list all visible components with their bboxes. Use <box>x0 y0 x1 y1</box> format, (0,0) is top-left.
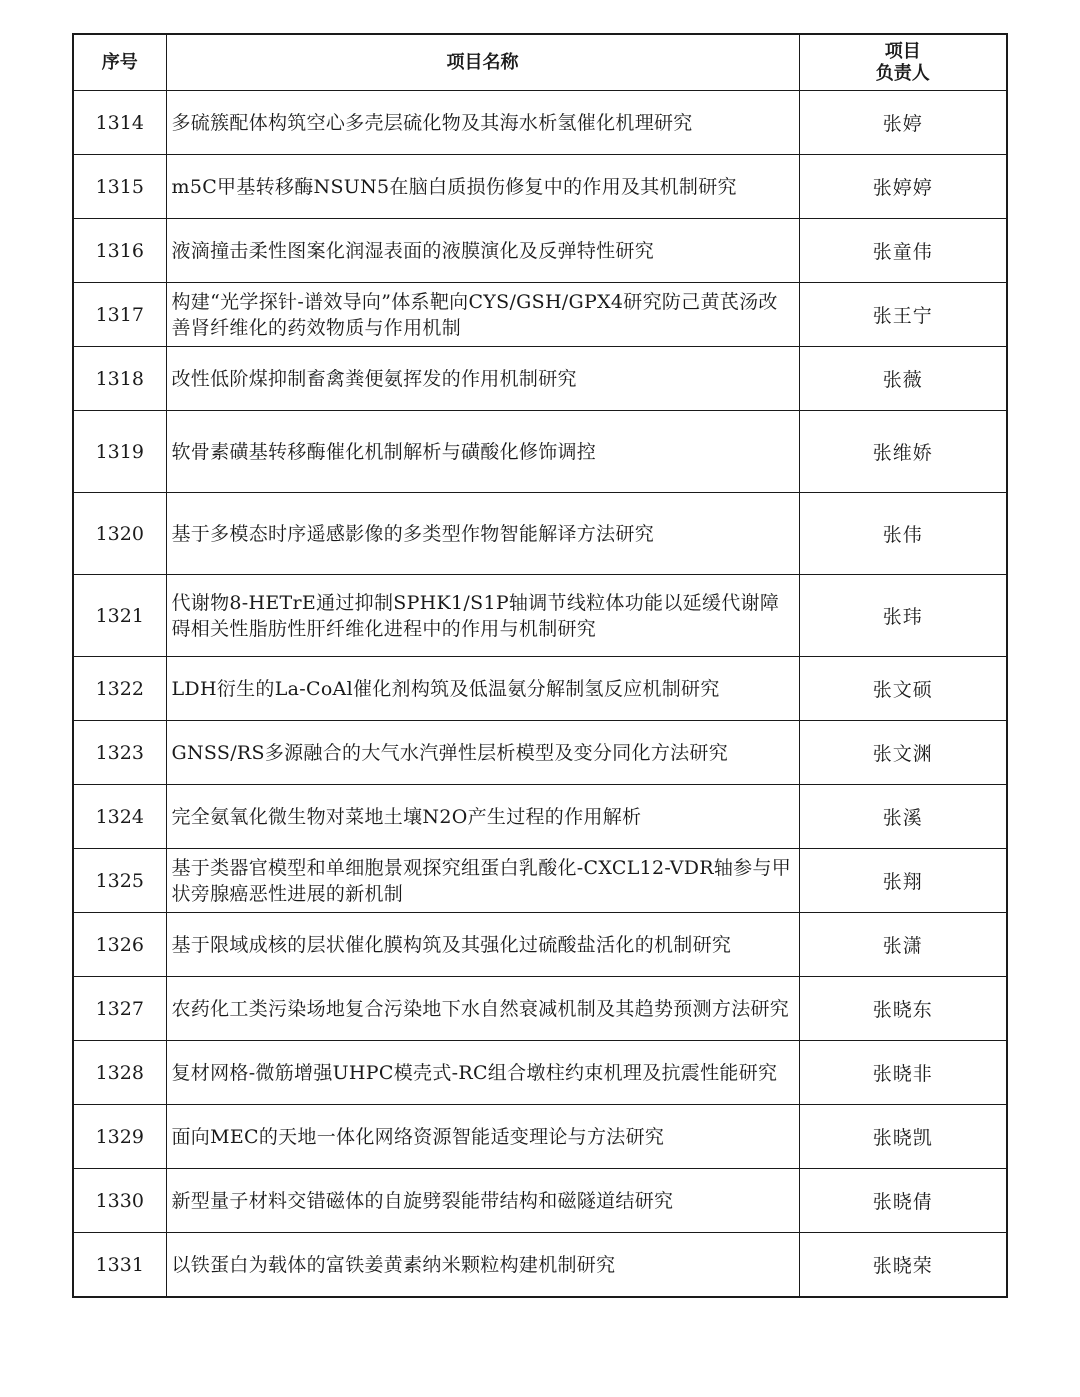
header-project-leader <box>799 34 1007 91</box>
row-project-leader: 张婷婷 <box>799 155 1007 219</box>
header-row <box>73 34 1007 91</box>
row-serial-number: 1316 <box>73 219 166 283</box>
table-row <box>73 657 1007 721</box>
table-row <box>73 849 1007 913</box>
table-body <box>73 91 1007 1298</box>
row-serial-number: 1330 <box>73 1169 166 1233</box>
row-project-leader: 张晓凯 <box>799 1105 1007 1169</box>
row-project-name: 代谢物8-HETrE通过抑制SPHK1/S1P轴调节线粒体功能以延缓代谢障碍相关性脂肪性肝纤维化进程中的作用与机制研究 <box>166 575 799 657</box>
row-serial-number: 1329 <box>73 1105 166 1169</box>
row-project-name: GNSS/RS多源融合的大气水汽弹性层析模型及变分同化方法研究 <box>166 721 799 785</box>
table-row <box>73 155 1007 219</box>
table-row <box>73 785 1007 849</box>
row-serial-number: 1331 <box>73 1233 166 1298</box>
row-project-name: 面向MEC的天地一体化网络资源智能适变理论与方法研究 <box>166 1105 799 1169</box>
row-project-leader: 张伟 <box>799 493 1007 575</box>
row-project-leader: 张翔 <box>799 849 1007 913</box>
table-row <box>73 91 1007 155</box>
table-row <box>73 283 1007 347</box>
row-serial-number: 1328 <box>73 1041 166 1105</box>
row-serial-number: 1319 <box>73 411 166 493</box>
row-project-name: LDH衍生的La-CoAl催化剂构筑及低温氨分解制氢反应机制研究 <box>166 657 799 721</box>
row-project-leader: 张晓荣 <box>799 1233 1007 1298</box>
row-project-name: 液滴撞击柔性图案化润湿表面的液膜演化及反弹特性研究 <box>166 219 799 283</box>
row-project-leader: 张文硕 <box>799 657 1007 721</box>
row-project-leader: 张维娇 <box>799 411 1007 493</box>
row-serial-number: 1317 <box>73 283 166 347</box>
table-row <box>73 977 1007 1041</box>
table-header <box>73 34 1007 91</box>
table-row <box>73 575 1007 657</box>
row-project-leader: 张童伟 <box>799 219 1007 283</box>
row-project-name: 农药化工类污染场地复合污染地下水自然衰减机制及其趋势预测方法研究 <box>166 977 799 1041</box>
row-project-leader: 张玮 <box>799 575 1007 657</box>
table-row <box>73 347 1007 411</box>
table-row <box>73 1169 1007 1233</box>
project-table <box>72 33 1008 1298</box>
row-project-name: 基于类器官模型和单细胞景观探究组蛋白乳酸化-CXCL12-VDR轴参与甲状旁腺癌恶性进展的新机制 <box>166 849 799 913</box>
row-project-leader: 张晓非 <box>799 1041 1007 1105</box>
row-project-name: m5C甲基转移酶NSUN5在脑白质损伤修复中的作用及其机制研究 <box>166 155 799 219</box>
row-serial-number: 1325 <box>73 849 166 913</box>
header-serial-number: 序号 <box>73 34 166 91</box>
row-project-leader: 张晓东 <box>799 977 1007 1041</box>
row-serial-number: 1318 <box>73 347 166 411</box>
row-project-name: 基于限域成核的层状催化膜构筑及其强化过硫酸盐活化的机制研究 <box>166 913 799 977</box>
header-leader-line1: 项目 <box>884 40 921 62</box>
row-project-leader: 张薇 <box>799 347 1007 411</box>
row-serial-number: 1327 <box>73 977 166 1041</box>
row-project-leader: 张王宁 <box>799 283 1007 347</box>
row-project-name: 改性低阶煤抑制畜禽粪便氨挥发的作用机制研究 <box>166 347 799 411</box>
row-serial-number: 1321 <box>73 575 166 657</box>
row-serial-number: 1324 <box>73 785 166 849</box>
row-serial-number: 1323 <box>73 721 166 785</box>
row-serial-number: 1322 <box>73 657 166 721</box>
row-project-name: 完全氨氧化微生物对菜地土壤N2O产生过程的作用解析 <box>166 785 799 849</box>
table-row <box>73 913 1007 977</box>
row-project-name: 多硫簇配体构筑空心多壳层硫化物及其海水析氢催化机理研究 <box>166 91 799 155</box>
row-project-leader: 张晓倩 <box>799 1169 1007 1233</box>
row-project-leader: 张文渊 <box>799 721 1007 785</box>
row-project-leader: 张溪 <box>799 785 1007 849</box>
row-project-name: 软骨素磺基转移酶催化机制解析与磺酸化修饰调控 <box>166 411 799 493</box>
row-project-leader: 张潇 <box>799 913 1007 977</box>
row-serial-number: 1320 <box>73 493 166 575</box>
table-row <box>73 219 1007 283</box>
row-project-name: 基于多模态时序遥感影像的多类型作物智能解译方法研究 <box>166 493 799 575</box>
table-row <box>73 493 1007 575</box>
table-row <box>73 411 1007 493</box>
table-row <box>73 721 1007 785</box>
row-serial-number: 1314 <box>73 91 166 155</box>
row-serial-number: 1326 <box>73 913 166 977</box>
table-row <box>73 1041 1007 1105</box>
row-project-name: 复材网格-微筋增强UHPC模壳式-RC组合墩柱约束机理及抗震性能研究 <box>166 1041 799 1105</box>
row-project-name: 构建“光学探针-谱效导向”体系靶向CYS/GSH/GPX4研究防己黄芪汤改善肾纤维化的药效物质与作用机制 <box>166 283 799 347</box>
header-project-name: 项目名称 <box>166 34 799 91</box>
row-project-leader: 张婷 <box>799 91 1007 155</box>
header-leader-line2: 负责人 <box>875 62 930 84</box>
table-row <box>73 1105 1007 1169</box>
row-project-name: 以铁蛋白为载体的富铁姜黄素纳米颗粒构建机制研究 <box>166 1233 799 1298</box>
row-serial-number: 1315 <box>73 155 166 219</box>
row-project-name: 新型量子材料交错磁体的自旋劈裂能带结构和磁隧道结研究 <box>166 1169 799 1233</box>
table-row <box>73 1233 1007 1298</box>
